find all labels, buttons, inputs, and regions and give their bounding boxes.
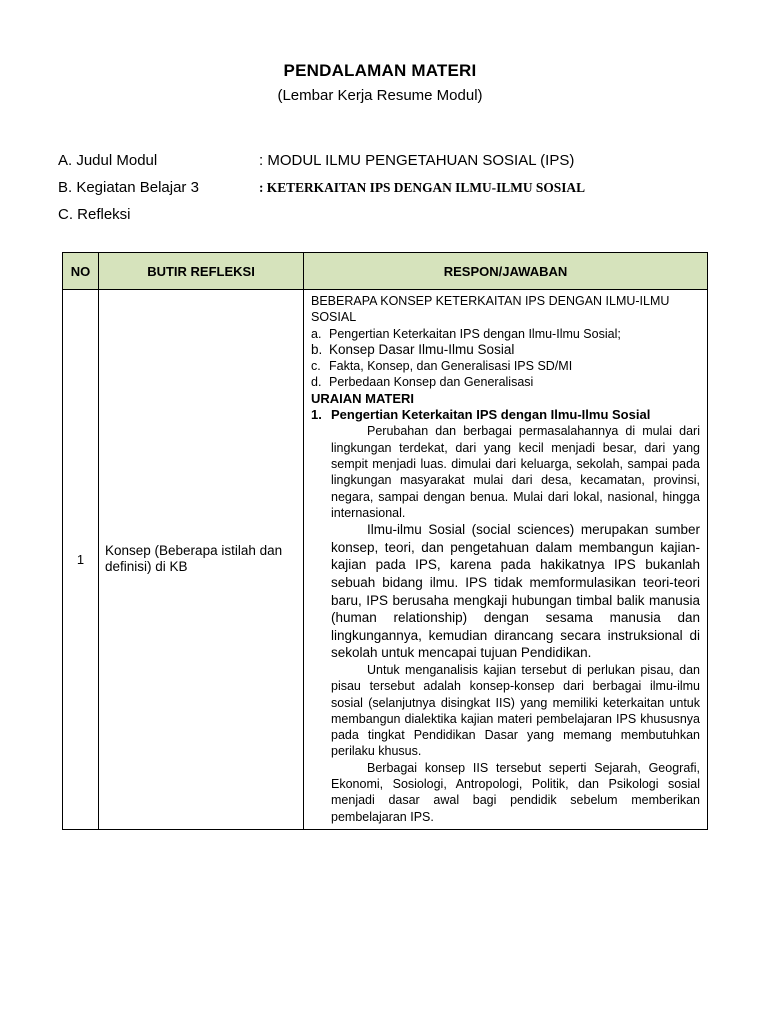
- header-butir-refleksi: BUTIR REFLEKSI: [99, 253, 304, 290]
- page-subtitle: (Lembar Kerja Resume Modul): [277, 87, 483, 104]
- sub-topic-list: [311, 326, 700, 391]
- meta-label: A. Judul Modul: [58, 152, 158, 169]
- butir-refleksi-cell: Konsep (Beberapa istilah dan definisi) di KB: [99, 290, 304, 830]
- list-item-text: Konsep Dasar Ilmu-Ilmu Sosial: [329, 341, 515, 357]
- table-header-row: [63, 253, 708, 290]
- list-marker: a.: [311, 326, 322, 341]
- list-item: [311, 374, 700, 390]
- section-heading-text: Pengertian Keterkaitan IPS dengan Ilmu-Ilmu Sosial: [331, 407, 651, 423]
- uraian-materi-heading: URAIAN MATERI: [311, 390, 415, 406]
- section-body: [311, 423, 700, 825]
- meta-value: : KETERKAITAN IPS DENGAN ILMU-ILMU SOSIAL: [259, 180, 586, 195]
- list-marker: b.: [311, 341, 323, 357]
- list-marker: c.: [311, 359, 321, 374]
- paragraph: Berbagai konsep IIS tersebut seperti Sejarah, Geografi, Ekonomi, Sosiologi, Antropologi, Politik, dan Psikologi sosial menjadi dasar awal bagi pendidik sebelum memberikan pembelajaran IPS.: [331, 760, 700, 824]
- list-item-text: Fakta, Konsep, dan Generalisasi IPS SD/MI: [329, 359, 573, 374]
- section-heading: [311, 407, 700, 423]
- paragraph: Perubahan dan berbagai permasalahannya di mulai dari lingkungan terdekat, dari yang kecil menjadi besar, dari yang sempit menjadi luas. dimulai dari keluarga, sekolah, sampai pada lingkungan masyarakat mulai dari desa, kecamatan, provinsi, negara, sampai dengan benua. Mulai dari lokal, nasional, hingga internasional.: [331, 424, 700, 520]
- list-item: [311, 326, 700, 342]
- respon-cell: [304, 290, 708, 830]
- meta-label: B. Kegiatan Belajar 3: [58, 179, 199, 196]
- list-item: [311, 358, 700, 374]
- list-item-text: Pengertian Keterkaitan IPS dengan Ilmu-Ilmu Sosial;: [329, 326, 621, 341]
- page-title: PENDALAMAN MATERI: [283, 61, 477, 80]
- refleksi-table: [62, 252, 708, 830]
- list-item: [311, 342, 700, 358]
- header-respon-jawaban: RESPON/JAWABAN: [304, 253, 708, 290]
- header-no: NO: [63, 253, 99, 290]
- meta-label: C. Refleksi: [58, 206, 131, 223]
- table-row: [63, 290, 708, 830]
- respon-intro: BEBERAPA KONSEP KETERKAITAN IPS DENGAN ILMU-ILMU SOSIAL: [311, 294, 670, 325]
- section-number: 1.: [311, 407, 322, 423]
- paragraph: Ilmu-ilmu Sosial (social sciences) merupakan sumber konsep, teori, dan pengetahuan dalam membangun kajian-kajian pada IPS, karena pada hakikatnya IPS bukanlah sebuah bidang ilmu. IPS tidak memformulasikan teori-teori baru, IPS berusaha mengkaji hubungan timbal balik manusia (human relationship) dengan sesama manusia dan lingkungannya, kemudian dirancang secara instruksional di sekolah untuk mencapai tujuan Pendidikan.: [331, 522, 700, 661]
- list-item-text: Perbedaan Konsep dan Generalisasi: [329, 375, 534, 390]
- paragraph: Untuk menganalisis kajian tersebut di perlukan pisau, dan pisau tersebut adalah konsep-konsep dari berbagai ilmu-ilmu sosial (selanjutnya disingkat IIS) yang memiliki keterkaitan untuk membangun dialektika kajian materi pembelajaran IPS khususnya pada tingkat Pendidikan Dasar yang memang membutuhkan perilaku khusus.: [331, 662, 700, 759]
- list-marker: d.: [311, 375, 322, 390]
- meta-value: : MODUL ILMU PENGETAHUAN SOSIAL (IPS): [259, 152, 575, 169]
- row-number: 1: [63, 290, 99, 830]
